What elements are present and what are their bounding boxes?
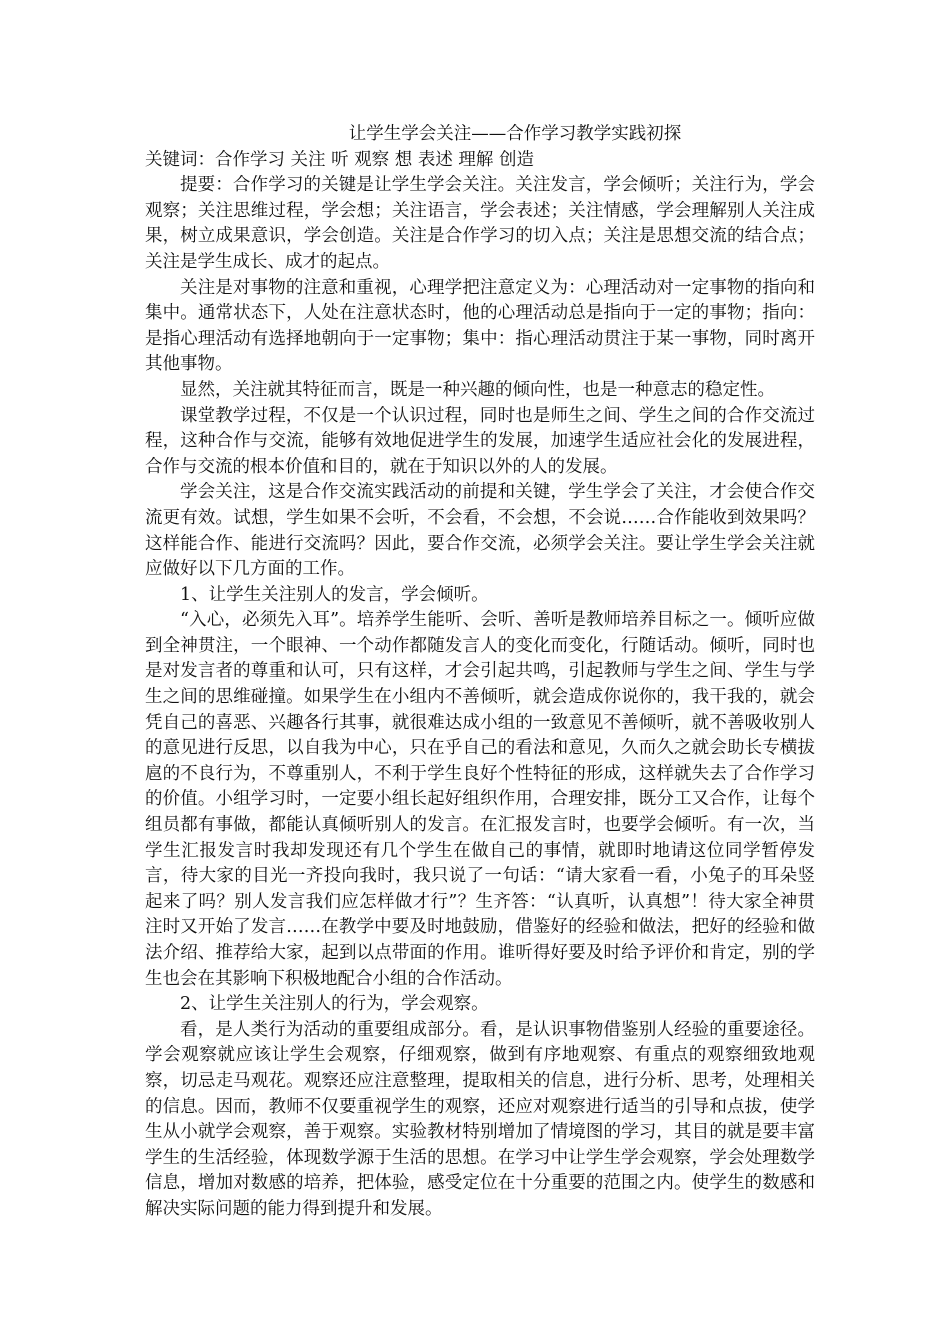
document-page	[145, 122, 815, 1223]
keywords-line: 关键词：合作学习 关注 听 观察 想 表述 理解 创造	[145, 149, 534, 170]
observing-paragraph: 看，是人类行为活动的重要组成部分。看，是认识事物借鉴别人经验的重要途径。学会观察就应该让学生会观察，仔细观察，做到有序地观察、有重点的观察细致地观察，切忌走马观花。观察还应注意整理，提取相关的信息，进行分析、思考，处理相关的信息。因而，教师不仅要重视学生的观察，还应对观察进行适当的引导和点拔，使学生从小就学会观察，善于观察。实验教材特别增加了情境图的学习，其目的就是要丰富学生的生活经验，体现数学源于生活的思想。在学习中让学生学会观察，学会处理数学信息，增加对数感的培养，把体验，感受定位在十分重要的范围之内。使学生的数感和解决实际问题的能力得到提升和发展。	[145, 1019, 815, 1219]
premise-paragraph: 学会关注，这是合作交流实践活动的前提和关键，学生学会了关注，才会使合作交流更有效。试想，学生如果不会听，不会看，不会想，不会说……合作能收到效果吗？这样能合作、能进行交流吗？因此，要合作交流，必须学会关注。要让学生学会关注就应做好以下几方面的工作。	[145, 482, 815, 580]
section-heading-listening: 1、让学生关注别人的发言，学会倾听。	[180, 584, 489, 605]
abstract-paragraph: 提要：合作学习的关键是让学生学会关注。关注发言，学会倾听；关注行为，学会观察；关注思维过程，学会想；关注语言，学会表述；关注情感，学会理解别人关注成果，树立成果意识，学会创造。关注是合作学习的切入点；关注是思想交流的结合点；关注是学生成长、成才的起点。	[145, 175, 815, 272]
document-title: 让学生学会关注——合作学习教学实践初探	[348, 124, 682, 144]
listening-paragraph: “入心，必须先入耳”。培养学生能听、会听、善听是教师培养目标之一。倾听应做到全神贯注，一个眼神、一个动作都随发言人的变化而变化，行随话动。倾听，同时也是对发言者的尊重和认可，只有这样，才会引起共鸣，引起教师与学生之间、学生与学生之间的思维碰撞。如果学生在小组内不善倾听，就会造成你说你的，我干我的，就会凭自己的喜恶、兴趣各行其事，就很难达成小组的一致意见不善倾听，就不善吸收别人的意见进行反思，以自我为中心，只在乎自己的看法和意见，久而久之就会助长专横拔扈的不良行为，不尊重别人，不利于学生良好个性特征的形成，这样就失去了合作学习的价值。小组学习时，一定要小组长起好组织作用，合理安排，既分工又合作，让每个组员都有事做，都能认真倾听别人的发言。在汇报发言时，也要学会倾听。有一次，当学生汇报发言时我却发现还有几个学生在做自己的事情，就即时地请这位同学暂停发言，待大家的目光一齐投向我时，我只说了一句话：“请大家看一看，小兔子的耳朵竖起来了吗？别人发言我们应怎样做才行”？生齐答：“认真听，认真想”！待大家全神贯注时又开始了发言……在教学中要及时地鼓励，借鉴好的经验和做法，把好的经验和做法介绍、推荐给大家，起到以点带面的作用。谁听得好要及时给予评价和肯定，别的学生也会在其影响下积极地配合小组的合作活动。	[145, 610, 815, 989]
characteristic-paragraph: 显然，关注就其特征而言，既是一种兴趣的倾向性，也是一种意志的稳定性。	[180, 379, 775, 400]
definition-paragraph: 关注是对事物的注意和重视，心理学把注意定义为：心理活动对一定事物的指向和集中。通常状态下，人处在注意状态时，他的心理活动总是指向于一定的事物；指向：是指心理活动有选择地朝向于一定事物；集中：指心理活动贯注于某一事物，同时离开其他事物。	[145, 277, 815, 375]
classroom-paragraph: 课堂教学过程，不仅是一个认识过程，同时也是师生之间、学生之间的合作交流过程，这种合作与交流，能够有效地促进学生的发展，加速学生适应社会化的发展进程，合作与交流的根本价值和目的，就在于知识以外的人的发展。	[145, 405, 815, 477]
section-heading-observing: 2、让学生关注别人的行为，学会观察。	[180, 994, 489, 1015]
